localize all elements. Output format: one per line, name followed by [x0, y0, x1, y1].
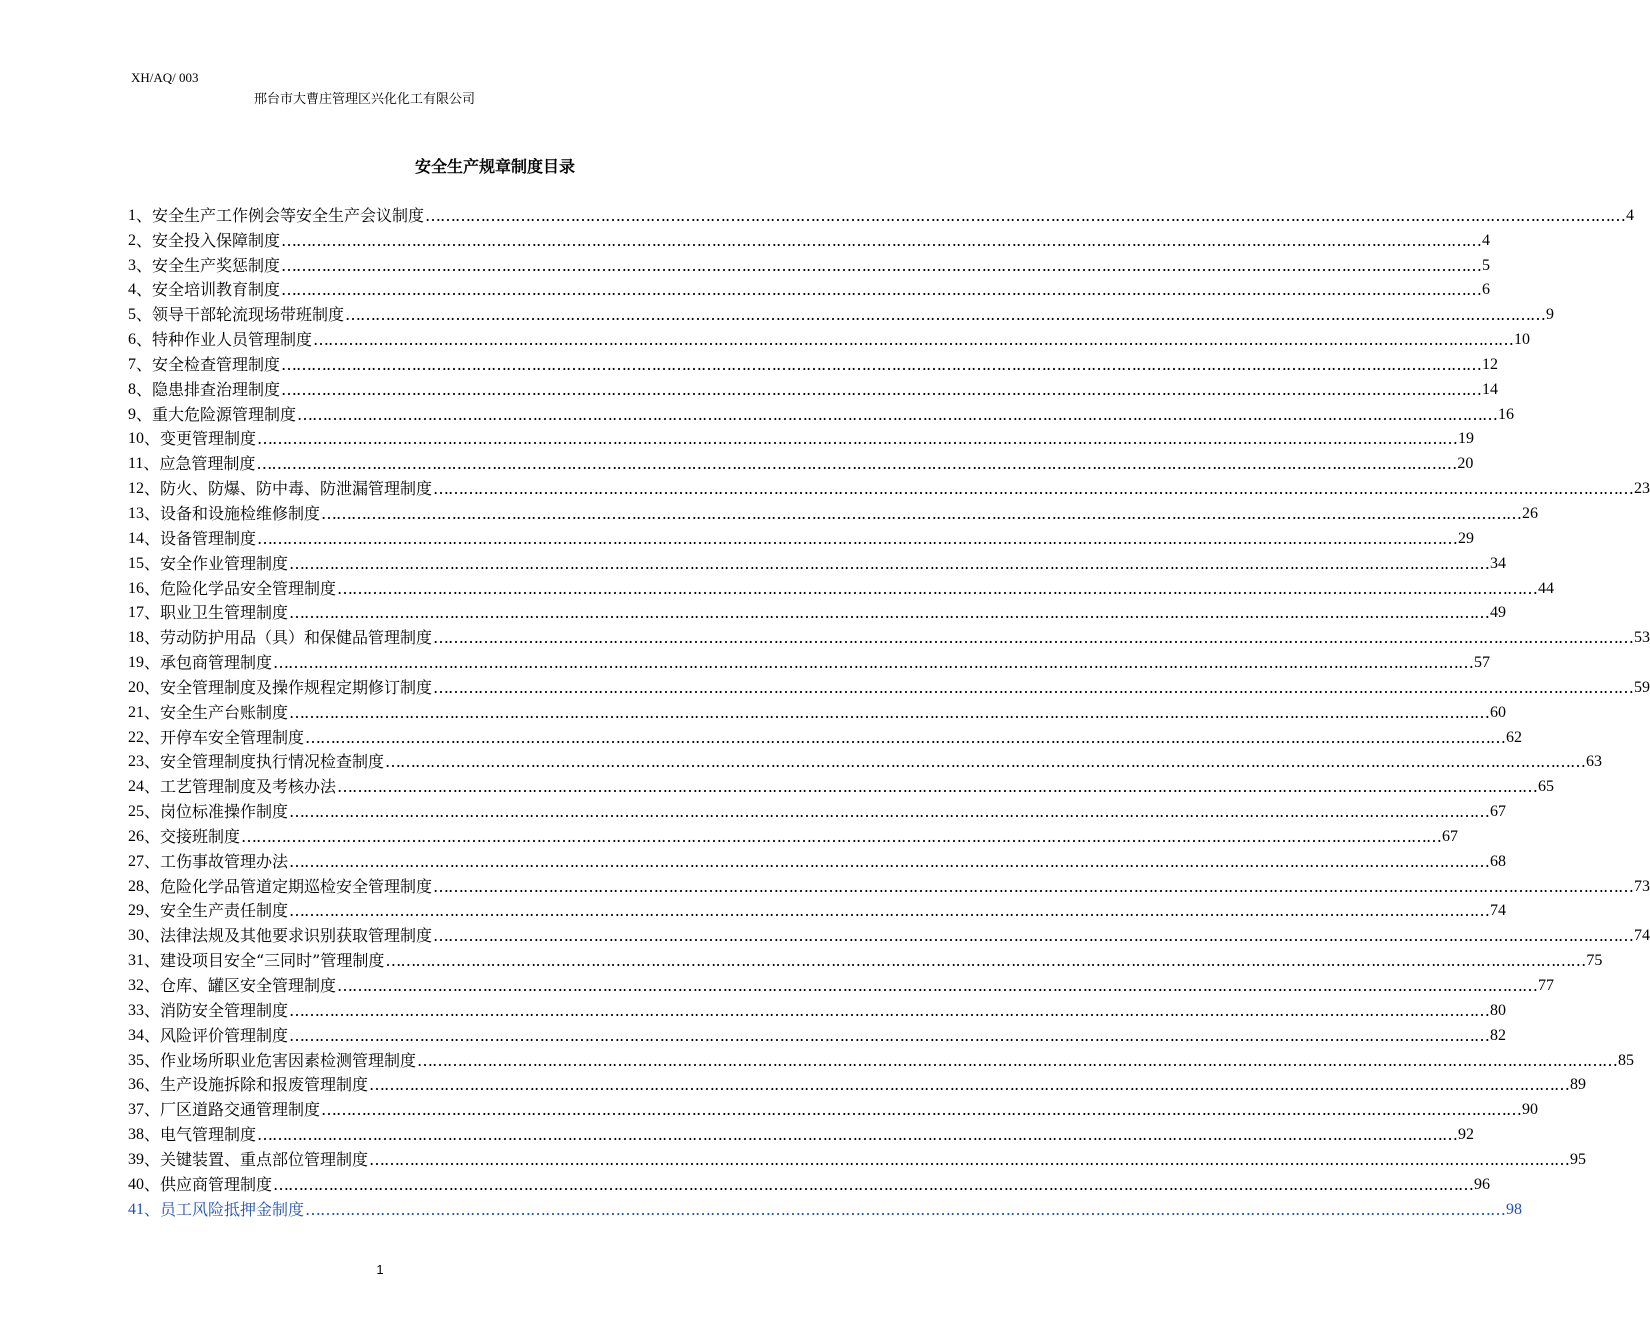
toc-entry-page: 95 — [1570, 1150, 1587, 1168]
toc-entry[interactable] — [128, 623, 1650, 648]
toc-entry-page: 90 — [1522, 1101, 1539, 1119]
toc-entry-title: 、工艺管理制度及考核办法 — [144, 777, 337, 797]
toc-entry-page: 16 — [1498, 405, 1515, 423]
toc-entry-page: 67 — [1442, 827, 1459, 845]
toc-entry-title: 、承包商管理制度 — [144, 653, 273, 673]
toc-entry[interactable] — [128, 499, 1539, 524]
toc-entry-page: 60 — [1490, 703, 1507, 721]
toc-entry-page: 74 — [1634, 927, 1650, 945]
toc-entry-number: 41 — [128, 1200, 144, 1218]
toc-entry-title: 、职业卫生管理制度 — [144, 603, 289, 623]
toc-entry-page: 68 — [1490, 852, 1507, 870]
toc-entry-title: 、特种作业人员管理制度 — [136, 330, 313, 350]
toc-dot-leader: …………………………………………………………………………………………………………………………………………………………………………………………………………………… — [369, 1149, 1570, 1169]
toc-entry-title: 、员工风险抵押金制度 — [144, 1199, 305, 1219]
toc-entry-page: 44 — [1538, 579, 1555, 597]
toc-dot-leader: …………………………………………………………………………………………………………………………………………………………………………………………………………………… — [281, 379, 1482, 399]
toc-entry[interactable] — [128, 996, 1507, 1021]
toc-entry[interactable] — [128, 251, 1491, 276]
toc-entry-number: 15 — [128, 554, 144, 572]
toc-entry[interactable] — [128, 797, 1507, 822]
toc-entry-title: 、应急管理制度 — [143, 454, 256, 474]
toc-entry-page: 77 — [1538, 977, 1555, 994]
toc-dot-leader: …………………………………………………………………………………………………………………………………………………………………………………………………………………… — [313, 330, 1514, 350]
toc-entry-number: 31 — [128, 952, 144, 970]
toc-entry-page: 49 — [1490, 604, 1507, 622]
toc-dot-leader: …………………………………………………………………………………………………………………………………………………………………………………………………………………… — [256, 454, 1457, 474]
toc-dot-leader: …………………………………………………………………………………………………………………………………………………………………………………………………………………… — [289, 702, 1490, 722]
toc-entry-number: 2 — [128, 231, 136, 249]
toc-entry[interactable] — [128, 748, 1603, 773]
toc-entry-title: 、安全投入保障制度 — [136, 230, 281, 250]
toc-dot-leader: …………………………………………………………………………………………………………………………………………………………………………………………………………………… — [433, 479, 1634, 499]
toc-entry-title: 、安全管理制度执行情况检查制度 — [144, 752, 385, 772]
toc-entry-page: 57 — [1474, 654, 1491, 672]
toc-dot-leader: …………………………………………………………………………………………………………………………………………………………………………………………………………………… — [281, 255, 1482, 275]
toc-entry-title: 、变更管理制度 — [144, 429, 257, 449]
toc-entry-title: 、仓库、罐区安全管理制度 — [144, 976, 337, 995]
toc-entry-page: 62 — [1506, 728, 1523, 746]
toc-entry[interactable] — [128, 1046, 1635, 1071]
toc-entry-page: 59 — [1634, 678, 1650, 696]
toc-entry-title: 、关键装置、重点部位管理制度 — [144, 1149, 369, 1169]
toc-entry-number: 19 — [128, 654, 144, 672]
toc-entry-title: 、生产设施拆除和报废管理制度 — [144, 1075, 369, 1095]
toc-entry[interactable] — [128, 201, 1635, 226]
toc-entry-title: 、隐患排查治理制度 — [136, 379, 281, 399]
toc-dot-leader: …………………………………………………………………………………………………………………………………………………………………………………………………………………… — [241, 826, 1442, 846]
toc-dot-leader: …………………………………………………………………………………………………………………………………………………………………………………………………………………… — [345, 305, 1546, 325]
toc-entry-number: 10 — [128, 430, 144, 448]
toc-dot-leader: …………………………………………………………………………………………………………………………………………………………………………………………………………………… — [433, 628, 1634, 648]
toc-entry-page: 82 — [1490, 1026, 1507, 1044]
toc-dot-leader: …………………………………………………………………………………………………………………………………………………………………………………………………………………… — [321, 503, 1522, 523]
toc-entry-number: 13 — [128, 504, 144, 522]
toc-entry-page: 75 — [1586, 952, 1603, 970]
toc-entry-page: 12 — [1482, 355, 1499, 373]
toc-entry-title: 、安全生产工作例会等安全生产会议制度 — [136, 205, 425, 225]
toc-entry-number: 37 — [128, 1101, 144, 1119]
toc-entry-title: 、防火、防爆、防中毒、防泄漏管理制度 — [144, 479, 433, 499]
toc-entry[interactable] — [128, 524, 1475, 549]
toc-dot-leader: …………………………………………………………………………………………………………………………………………………………………………………………………………………… — [369, 1075, 1570, 1095]
toc-entry-title: 、建设项目安全“三同时”管理制度 — [144, 951, 385, 971]
toc-entry-page: 89 — [1570, 1076, 1587, 1094]
toc-entry-number: 18 — [128, 629, 144, 647]
toc-entry[interactable] — [128, 648, 1491, 673]
toc-entry-title: 、电气管理制度 — [144, 1125, 257, 1145]
toc-entry[interactable] — [128, 1095, 1539, 1120]
toc-entry-page: 19 — [1458, 430, 1475, 448]
toc-dot-leader: …………………………………………………………………………………………………………………………………………………………………………………………………………………… — [337, 976, 1538, 995]
toc-entry[interactable] — [128, 574, 1555, 599]
toc-dot-leader: …………………………………………………………………………………………………………………………………………………………………………………………………………………… — [417, 1050, 1618, 1070]
toc-entry[interactable] — [128, 425, 1475, 450]
company-name: 邢台市大曹庄管理区兴化化工有限公司 — [254, 92, 476, 107]
toc-entry-title: 、安全作业管理制度 — [144, 553, 289, 573]
toc-dot-leader: …………………………………………………………………………………………………………………………………………………………………………………………………………………… — [257, 1125, 1458, 1145]
toc-entry-number: 6 — [128, 331, 136, 349]
toc-dot-leader: …………………………………………………………………………………………………………………………………………………………………………………………………………………… — [433, 876, 1634, 896]
toc-entry-title: 、风险评价管理制度 — [144, 1025, 289, 1045]
toc-entry-title: 、安全生产奖惩制度 — [136, 255, 281, 275]
toc-entry-title: 、设备管理制度 — [144, 528, 257, 548]
doc-code: XH/AQ/ 003 — [131, 70, 199, 85]
toc-dot-leader: …………………………………………………………………………………………………………………………………………………………………………………………………………………… — [297, 404, 1498, 424]
toc-dot-leader: …………………………………………………………………………………………………………………………………………………………………………………………………………………… — [257, 528, 1458, 548]
toc-entry-page: 53 — [1634, 629, 1650, 647]
toc-entry-title: 、安全生产台账制度 — [144, 702, 289, 722]
toc-entry[interactable] — [128, 1120, 1475, 1145]
toc-entry-number: 26 — [128, 827, 144, 845]
toc-dot-leader: …………………………………………………………………………………………………………………………………………………………………………………………………………………… — [337, 578, 1538, 598]
toc-list — [128, 201, 1650, 1220]
toc-entry[interactable] — [128, 971, 1555, 996]
toc-entry-page: 63 — [1586, 753, 1603, 771]
toc-entry-title: 、安全生产责任制度 — [144, 901, 289, 921]
toc-entry-number: 34 — [128, 1026, 144, 1044]
toc-entry[interactable] — [128, 772, 1555, 797]
toc-entry[interactable] — [128, 1145, 1587, 1170]
toc-entry-page: 98 — [1506, 1200, 1523, 1218]
toc-dot-leader: …………………………………………………………………………………………………………………………………………………………………………………………………………………… — [257, 429, 1458, 449]
toc-dot-leader: …………………………………………………………………………………………………………………………………………………………………………………………………………………… — [289, 1000, 1490, 1020]
toc-entry-page: 34 — [1490, 554, 1507, 572]
toc-entry-page: 74 — [1490, 902, 1507, 920]
toc-entry[interactable] — [128, 226, 1491, 251]
toc-entry[interactable] — [128, 1195, 1523, 1220]
toc-entry-title: 、劳动防护用品（具）和保健品管理制度 — [144, 628, 433, 648]
toc-entry-page: 23 — [1634, 480, 1650, 498]
toc-entry-number: 28 — [128, 877, 144, 895]
toc-entry-title: 、法律法规及其他要求识别获取管理制度 — [144, 926, 433, 946]
toc-dot-leader: …………………………………………………………………………………………………………………………………………………………………………………………………………………… — [385, 752, 1586, 772]
toc-entry[interactable] — [128, 847, 1507, 872]
toc-entry-page: 5 — [1482, 256, 1491, 274]
toc-dot-leader: …………………………………………………………………………………………………………………………………………………………………………………………………………………… — [289, 802, 1490, 822]
toc-entry[interactable] — [128, 723, 1523, 748]
toc-entry[interactable] — [128, 1170, 1491, 1195]
toc-entry[interactable] — [128, 325, 1531, 350]
toc-entry-number: 23 — [128, 753, 144, 771]
toc-dot-leader: …………………………………………………………………………………………………………………………………………………………………………………………………………………… — [385, 951, 1586, 971]
toc-dot-leader: …………………………………………………………………………………………………………………………………………………………………………………………………………………… — [281, 354, 1482, 374]
toc-dot-leader: …………………………………………………………………………………………………………………………………………………………………………………………………………………… — [305, 727, 1506, 747]
toc-dot-leader: …………………………………………………………………………………………………………………………………………………………………………………………………………………… — [305, 1199, 1506, 1219]
toc-entry-title: 、安全检查管理制度 — [136, 354, 281, 374]
toc-entry-page: 80 — [1490, 1001, 1507, 1019]
toc-entry-page: 65 — [1538, 778, 1555, 796]
toc-entry[interactable] — [128, 698, 1507, 723]
toc-entry-page: 96 — [1474, 1175, 1491, 1193]
toc-entry-number: 38 — [128, 1126, 144, 1144]
toc-entry-page: 4 — [1482, 231, 1491, 249]
toc-dot-leader: …………………………………………………………………………………………………………………………………………………………………………………………………………………… — [289, 603, 1490, 623]
toc-entry-number: 30 — [128, 927, 144, 945]
toc-dot-leader: …………………………………………………………………………………………………………………………………………………………………………………………………………………… — [281, 280, 1482, 300]
toc-entry[interactable] — [128, 276, 1491, 301]
toc-entry-number: 27 — [128, 852, 144, 870]
toc-entry-title: 、开停车安全管理制度 — [144, 727, 305, 747]
toc-entry[interactable] — [128, 1021, 1507, 1046]
toc-entry-title: 、安全管理制度及操作规程定期修订制度 — [144, 677, 433, 697]
toc-dot-leader: …………………………………………………………………………………………………………………………………………………………………………………………………………………… — [289, 851, 1490, 871]
toc-dot-leader: …………………………………………………………………………………………………………………………………………………………………………………………………………………… — [273, 653, 1474, 673]
toc-entry-title: 、岗位标准操作制度 — [144, 802, 289, 822]
toc-entry-page: 20 — [1457, 455, 1474, 473]
toc-entry[interactable] — [128, 921, 1650, 946]
toc-dot-leader: …………………………………………………………………………………………………………………………………………………………………………………………………………………… — [425, 205, 1626, 225]
toc-entry-page: 29 — [1458, 529, 1475, 547]
toc-entry-title: 、工伤事故管理办法 — [144, 851, 289, 871]
toc-entry-page: 85 — [1618, 1051, 1635, 1069]
toc-dot-leader: …………………………………………………………………………………………………………………………………………………………………………………………………………………… — [289, 553, 1490, 573]
toc-entry[interactable] — [128, 872, 1650, 897]
toc-entry[interactable] — [128, 946, 1603, 971]
toc-entry-number: 29 — [128, 902, 144, 920]
toc-dot-leader: …………………………………………………………………………………………………………………………………………………………………………………………………………………… — [433, 677, 1634, 697]
toc-dot-leader: …………………………………………………………………………………………………………………………………………………………………………………………………………………… — [321, 1100, 1522, 1120]
toc-entry-number: 9 — [128, 405, 136, 423]
toc-entry-title: 、厂区道路交通管理制度 — [144, 1100, 321, 1120]
toc-entry-number: 35 — [128, 1051, 144, 1069]
toc-entry-title: 、重大危险源管理制度 — [136, 404, 297, 424]
toc-entry-number: 11 — [128, 455, 144, 473]
toc-entry-number: 22 — [128, 728, 144, 746]
toc-entry[interactable] — [128, 897, 1507, 922]
toc-entry-number: 24 — [128, 778, 144, 796]
toc-entry-number: 3 — [128, 256, 136, 274]
toc-entry[interactable] — [128, 599, 1507, 624]
toc-entry-page: 6 — [1482, 281, 1491, 299]
toc-dot-leader: …………………………………………………………………………………………………………………………………………………………………………………………………………………… — [337, 777, 1538, 797]
toc-entry-number: 1 — [128, 206, 136, 224]
toc-entry-number: 14 — [128, 529, 144, 547]
toc-entry-number: 33 — [128, 1001, 144, 1019]
toc-dot-leader: …………………………………………………………………………………………………………………………………………………………………………………………………………………… — [289, 1025, 1490, 1045]
toc-entry[interactable] — [128, 673, 1650, 698]
toc-entry-number: 17 — [128, 604, 144, 622]
toc-entry-number: 16 — [128, 579, 144, 597]
toc-dot-leader: …………………………………………………………………………………………………………………………………………………………………………………………………………………… — [281, 230, 1482, 250]
toc-entry-title: 、作业场所职业危害因素检测管理制度 — [144, 1050, 417, 1070]
toc-entry-page: 73 — [1634, 877, 1650, 895]
toc-entry-title: 、安全培训教育制度 — [136, 280, 281, 300]
toc-entry-number: 7 — [128, 355, 136, 373]
toc-entry-number: 32 — [128, 977, 144, 994]
toc-entry-page: 67 — [1490, 803, 1507, 821]
toc-entry-title: 、交接班制度 — [144, 826, 241, 846]
toc-entry-number: 8 — [128, 380, 136, 398]
toc-entry-number: 36 — [128, 1076, 144, 1094]
toc-entry-number: 5 — [128, 306, 136, 324]
toc-entry-title: 、领导干部轮流现场带班制度 — [136, 305, 345, 325]
toc-entry[interactable] — [128, 375, 1499, 400]
toc-entry[interactable] — [128, 350, 1499, 375]
toc-entry[interactable] — [128, 300, 1555, 325]
toc-entry-number: 20 — [128, 678, 144, 696]
toc-dot-leader: …………………………………………………………………………………………………………………………………………………………………………………………………………………… — [433, 926, 1634, 946]
toc-entry-page: 92 — [1458, 1126, 1475, 1144]
toc-entry-title: 、设备和设施检维修制度 — [144, 503, 321, 523]
toc-entry-page: 4 — [1626, 206, 1635, 224]
toc-entry-title: 、消防安全管理制度 — [144, 1000, 289, 1020]
toc-entry-number: 12 — [128, 480, 144, 498]
toc-entry-title: 、供应商管理制度 — [144, 1174, 273, 1194]
toc-entry[interactable] — [128, 822, 1459, 847]
toc-entry-number: 4 — [128, 281, 136, 299]
toc-entry-page: 14 — [1482, 380, 1499, 398]
toc-entry-number: 39 — [128, 1150, 144, 1168]
page-title: 安全生产规章制度目录 — [414, 157, 575, 176]
toc-entry-number: 25 — [128, 803, 144, 821]
toc-entry-title: 、危险化学品管道定期巡检安全管理制度 — [144, 876, 433, 896]
toc-dot-leader: …………………………………………………………………………………………………………………………………………………………………………………………………………………… — [289, 901, 1490, 921]
toc-entry[interactable] — [128, 400, 1515, 425]
toc-entry[interactable] — [128, 449, 1474, 474]
toc-entry-number: 40 — [128, 1175, 144, 1193]
page-number: 1 — [376, 1262, 384, 1277]
toc-entry-page: 26 — [1522, 504, 1539, 522]
toc-entry[interactable] — [128, 474, 1650, 499]
toc-entry-page: 10 — [1514, 331, 1531, 349]
toc-entry-number: 21 — [128, 703, 144, 721]
toc-dot-leader: …………………………………………………………………………………………………………………………………………………………………………………………………………………… — [273, 1174, 1474, 1194]
toc-entry-page: 9 — [1546, 306, 1555, 324]
toc-entry[interactable] — [128, 549, 1507, 574]
toc-entry[interactable] — [128, 1071, 1587, 1096]
toc-entry-title: 、危险化学品安全管理制度 — [144, 578, 337, 598]
